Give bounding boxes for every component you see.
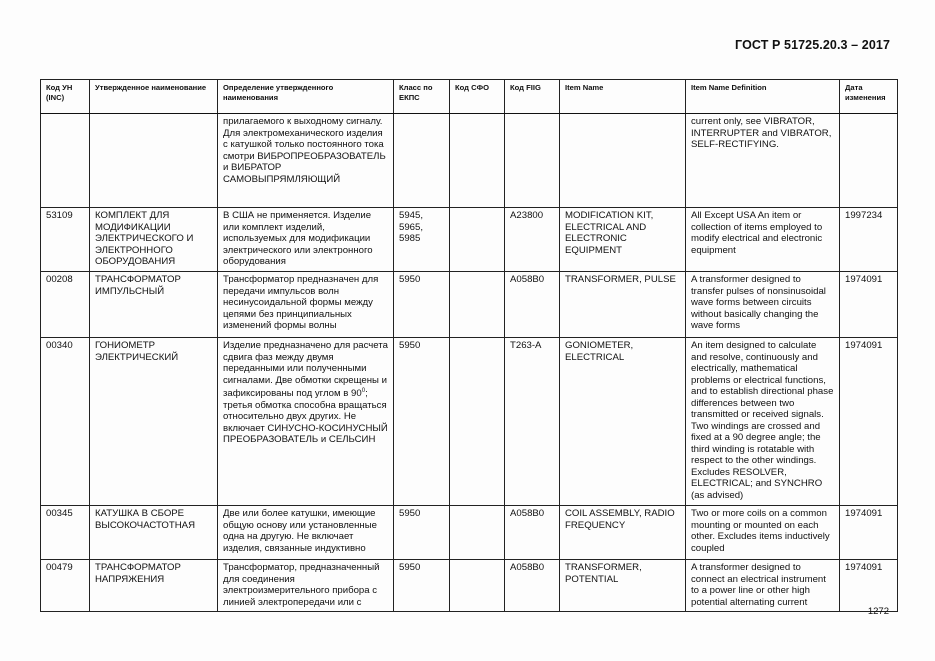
cell-code: 00340 [41,338,90,506]
cell-item-name: GONIOMETER, ELECTRICAL [560,338,686,506]
cell-fiig [505,114,560,208]
cell-name-definition: Трансформатор предназначен для передачи импульсов волн несинусоидальной формы между цепями без принципиальных изменений формы волны [218,272,394,338]
table-row [41,506,898,560]
cell-name-definition: Две или более катушки, имеющие общую основу или установленные одна на другую. Не включает изделия, связанные индуктивно [218,506,394,560]
cell-item-definition: A transformer designed to connect an electrical instrument to a power line or other high potential alternating current [686,560,840,612]
cell-name-definition: В США не применяется. Изделие или комплект изделий, используемых для модификации электрического или электронного оборудования [218,208,394,272]
cell-item-name [560,114,686,208]
table-header-row [41,80,898,114]
cell-name-definition: прилагаемого к выходному сигналу. Для электромеханического изделия с катушкой только постоянного тока смотри ВИБРОПРЕОБРАЗОВАТЕЛЬ и ВИБРАТОР САМОВЫПРЯМЛЯЮЩИЙ [218,114,394,208]
definition-text-part: Изделие предназначено для расчета сдвига фаз между двумя переданными или полученными сигналами. Две обмотки скрещены и зафиксированы под углом в 90 [223,340,388,400]
table-row [41,560,898,612]
cell-sfo [450,560,505,612]
cell-class: 5950 [394,272,450,338]
cell-name-definition [218,338,394,506]
degree-superscript: 0 [361,388,366,394]
col-header-item-definition: Item Name Definition [686,80,840,114]
cell-sfo [450,208,505,272]
cell-sfo [450,338,505,506]
cell-code: 53109 [41,208,90,272]
cell-item-name: MODIFICATION KIT, ELECTRICAL AND ELECTRONIC EQUIPMENT [560,208,686,272]
cell-sfo [450,272,505,338]
col-header-item-name: Item Name [560,80,686,114]
nomenclature-table [40,79,898,612]
cell-date: 1974091 [840,506,898,560]
cell-item-name: TRANSFORMER, POTENTIAL [560,560,686,612]
col-header-date: Дата изменения [840,80,898,114]
cell-date: 1974091 [840,560,898,612]
cell-approved-name: ГОНИОМЕТР ЭЛЕКТРИЧЕСКИЙ [90,338,218,506]
table-row [41,208,898,272]
cell-approved-name: КАТУШКА В СБОРЕ ВЫСОКОЧАСТОТНАЯ [90,506,218,560]
col-header-name-definition: Определение утвержденного наименования [218,80,394,114]
cell-date [840,114,898,208]
cell-code: 00479 [41,560,90,612]
cell-fiig: A058B0 [505,506,560,560]
cell-code: 00345 [41,506,90,560]
cell-item-name: TRANSFORMER, PULSE [560,272,686,338]
cell-class [394,114,450,208]
col-header-code: Код УН (INC) [41,80,90,114]
cell-item-definition: Two or more coils on a common mounting or mounted on each other. Excludes items inductively coupled [686,506,840,560]
cell-approved-name: ТРАНСФОРМАТОР ИМПУЛЬСНЫЙ [90,272,218,338]
cell-name-definition: Трансформатор, предназначенный для соединения электроизмерительного прибора с линией электропередачи или с [218,560,394,612]
cell-approved-name: КОМПЛЕКТ ДЛЯ МОДИФИКАЦИИ ЭЛЕКТРИЧЕСКОГО И ЭЛЕКТРОННОГО ОБОРУДОВАНИЯ [90,208,218,272]
cell-class: 5950 [394,560,450,612]
cell-class: 5950 [394,338,450,506]
definition-text-part: ; третья обмотка способна вращаться относительно двух других. Не включает СИНУСНО-КОСИНУСНЫЙ ПРЕОБРАЗОВАТЕЛЬ и СЕЛЬСИН [223,388,388,446]
table-row [41,272,898,338]
cell-date: 1974091 [840,338,898,506]
cell-item-definition: An item designed to calculate and resolve, continuously and electrically, mathematical problems or electrical functions, and to establish directional phase differences between two transmitted or received signals. Two windings are crossed and fixed at a 90 degree angle; the third winding is rotatable with respect to the other windings. Excludes RESOLVER, ELECTRICAL; and SYNCHRO (as advised) [686,338,840,506]
cell-fiig: A058B0 [505,272,560,338]
cell-date: 1997234 [840,208,898,272]
cell-approved-name [90,114,218,208]
col-header-class: Класс по ЕКПС [394,80,450,114]
table-row [41,338,898,506]
col-header-fiig: Код FIIG [505,80,560,114]
table-row [41,114,898,208]
cell-code: 00208 [41,272,90,338]
cell-sfo [450,506,505,560]
document-standard-title: ГОСТ Р 51725.20.3 – 2017 [735,38,890,52]
cell-date: 1974091 [840,272,898,338]
cell-item-definition: A transformer designed to transfer pulses of nonsinusoidal wave forms between circuits without basically changing the wave forms [686,272,840,338]
cell-item-definition: current only, see VIBRATOR, INTERRUPTER and VIBRATOR, SELF-RECTIFYING. [686,114,840,208]
cell-fiig: T263-A [505,338,560,506]
cell-fiig: A058B0 [505,560,560,612]
col-header-approved-name: Утвержденное наименование [90,80,218,114]
cell-class: 5945, 5965, 5985 [394,208,450,272]
cell-sfo [450,114,505,208]
cell-item-name: COIL ASSEMBLY, RADIO FREQUENCY [560,506,686,560]
cell-item-definition: All Except USA An item or collection of items employed to modify electrical and electronic equipment [686,208,840,272]
col-header-sfo: Код СФО [450,80,505,114]
page-number: 1272 [867,606,889,617]
cell-class: 5950 [394,506,450,560]
cell-code [41,114,90,208]
cell-fiig: A23800 [505,208,560,272]
cell-approved-name: ТРАНСФОРМАТОР НАПРЯЖЕНИЯ [90,560,218,612]
